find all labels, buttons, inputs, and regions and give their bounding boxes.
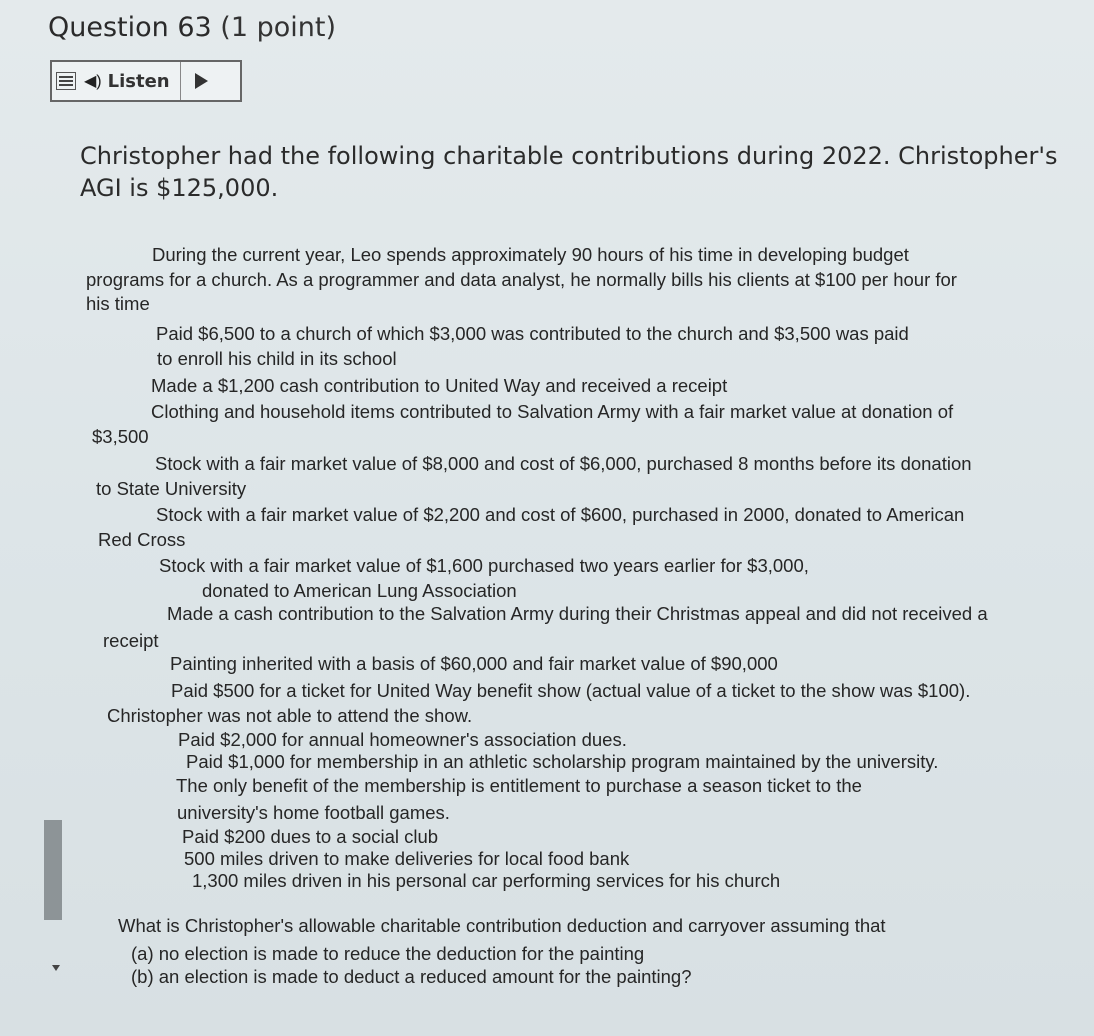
listen-divider: [180, 62, 181, 100]
question-intro: Christopher had the following charitable contributions during 2022. Christopher's AGI is $125,000.: [80, 142, 1058, 202]
text-line: programs for a church. As a programmer and data analyst, he normally bills his clients at $100 per hour for: [86, 269, 957, 290]
text-line: Paid $6,500 to a church of which $3,000 was contributed to the church and $3,500 was paid: [156, 323, 909, 344]
question-header: [48, 12, 336, 43]
text-line: to enroll his child in its school: [157, 348, 397, 369]
text-line: Stock with a fair market value of $2,200 and cost of $600, purchased in 2000, donated to American: [156, 504, 965, 525]
text-line: Paid $2,000 for annual homeowner's association dues.: [178, 729, 627, 750]
text-line: 1,300 miles driven in his personal car performing services for his church: [192, 870, 781, 891]
text-line: What is Christopher's allowable charitable contribution deduction and carryover assuming that: [118, 915, 886, 936]
text-line: Clothing and household items contributed to Salvation Army with a fair market value at donation of: [151, 401, 954, 422]
text-line: Painting inherited with a basis of $60,000 and fair market value of $90,000: [170, 653, 778, 674]
text-line: $3,500: [92, 426, 149, 447]
scroll-down-icon[interactable]: [52, 965, 60, 971]
listen-button[interactable]: Listen: [107, 70, 170, 92]
menu-icon[interactable]: [56, 72, 76, 90]
text-line: (a) no election is made to reduce the deduction for the painting: [131, 943, 645, 964]
text-line: Paid $200 dues to a social club: [182, 826, 439, 847]
text-line: donated to American Lung Association: [202, 580, 517, 601]
text-line: The only benefit of the membership is entitlement to purchase a season ticket to the: [176, 775, 862, 796]
text-line: Stock with a fair market value of $1,600 purchased two years earlier for $3,000,: [159, 555, 809, 576]
text-line: to State University: [96, 478, 247, 499]
text-line: (b) an election is made to deduct a reduced amount for the painting?: [131, 966, 692, 987]
text-line: Stock with a fair market value of $8,000 and cost of $6,000, purchased 8 months before its donation: [155, 453, 972, 474]
play-icon[interactable]: [195, 73, 208, 89]
question-points: (1 point): [220, 12, 336, 43]
question-title: Question 63: [48, 12, 212, 43]
text-line: Made a cash contribution to the Salvation Army during their Christmas appeal and did not received a: [167, 603, 988, 624]
text-line: Made a $1,200 cash contribution to United Way and received a receipt: [151, 375, 728, 396]
text-line: Christopher was not able to attend the show.: [107, 705, 473, 726]
text-line: Paid $1,000 for membership in an athletic scholarship program maintained by the university.: [186, 751, 939, 772]
text-line: his time: [86, 293, 150, 314]
listen-toolbar: [50, 60, 242, 102]
text-line: receipt: [103, 630, 159, 651]
speaker-icon[interactable]: ◀): [84, 73, 102, 90]
text-line: Paid $500 for a ticket for United Way benefit show (actual value of a ticket to the show was $100).: [171, 680, 971, 701]
scrollbar-thumb[interactable]: [44, 820, 62, 920]
text-line: 500 miles driven to make deliveries for local food bank: [184, 848, 630, 869]
text-line: During the current year, Leo spends approximately 90 hours of his time in developing budget: [152, 244, 909, 265]
text-line: university's home football games.: [177, 802, 450, 823]
text-line: Red Cross: [98, 529, 186, 550]
